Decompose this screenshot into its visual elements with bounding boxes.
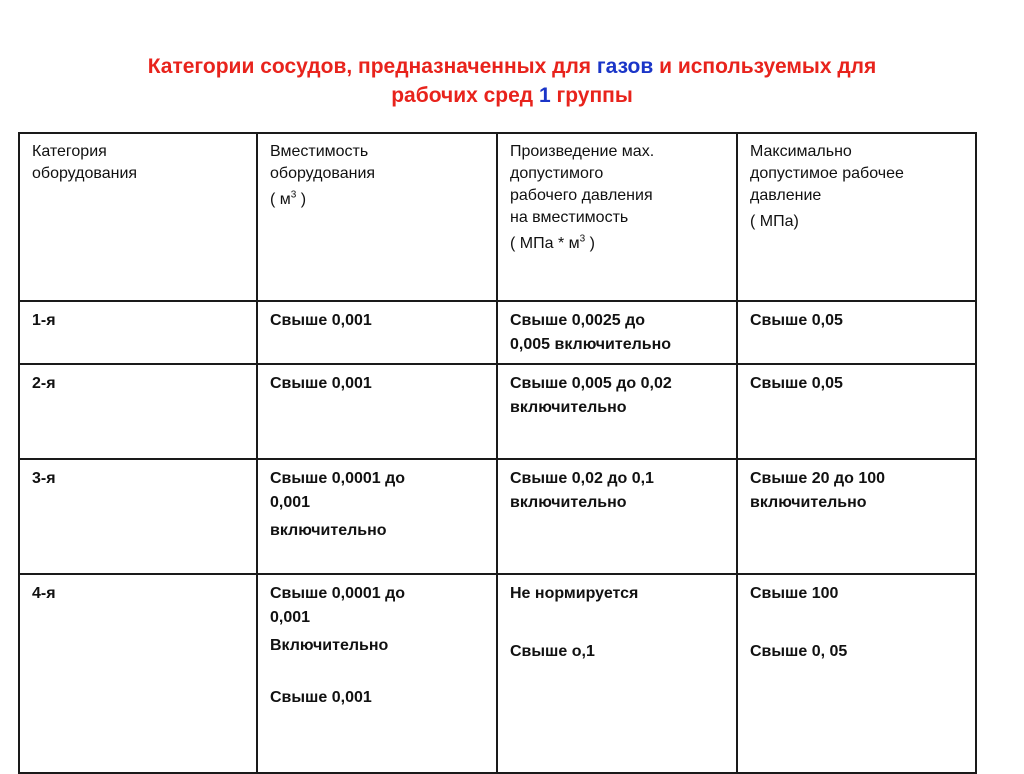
header-pressure-unit: ( МПа) [750, 213, 799, 230]
title-text: Категории сосудов, предназначенных для [147, 55, 597, 78]
table-row [19, 574, 976, 773]
header-text: рабочего давления [510, 187, 653, 204]
cell-text: Включительно [270, 637, 389, 654]
cell-text: 0,001 [270, 609, 311, 626]
unit-superscript: 3 [290, 189, 297, 201]
header-product [497, 133, 737, 301]
cell-text: включительно [270, 522, 387, 539]
cell-text: Свыше 0,0001 до [270, 470, 406, 487]
table-row [19, 301, 976, 364]
header-text: Вместимость [270, 143, 369, 160]
cell-text: Свыше 100 [750, 585, 839, 602]
cell-capacity [257, 364, 497, 459]
cell-text: Свыше 0,02 до 0,1 [510, 470, 654, 487]
cell-text: 4-я [32, 585, 56, 602]
cell-spacer [750, 606, 965, 640]
unit-text: ( МПа * м [510, 235, 580, 252]
title-text: группы [550, 84, 633, 107]
unit-text: ( м [270, 191, 291, 208]
table-row [19, 364, 976, 459]
cell-spacer [270, 658, 486, 686]
cell-capacity [257, 459, 497, 574]
slide-title [0, 52, 1024, 110]
cell-text: 3-я [32, 470, 56, 487]
cell-text: Свыше 0, 05 [750, 643, 848, 660]
header-capacity [257, 133, 497, 301]
cell-text: Свыше 0,001 [270, 689, 372, 706]
header-pressure [737, 133, 976, 301]
header-text: оборудования [270, 165, 376, 182]
cell-text: Свыше 0,001 [270, 312, 372, 329]
cell-text: Свыше 0,0001 до [270, 585, 406, 602]
header-text: давление [750, 187, 822, 204]
cell-pressure [737, 301, 976, 364]
header-text: Произведение мах. [510, 143, 655, 160]
cell-text: включительно [510, 494, 627, 511]
cell-product [497, 364, 737, 459]
title-line-2 [0, 81, 1024, 110]
cell-product [497, 459, 737, 574]
header-text: на вместимость [510, 209, 629, 226]
cell-text: 1-я [32, 312, 56, 329]
cell-text: Свыше 20 до 100 [750, 470, 886, 487]
cell-pressure [737, 459, 976, 574]
cell-product [497, 574, 737, 773]
cell-text: 2-я [32, 375, 56, 392]
header-text: допустимое рабочее [750, 165, 904, 182]
title-text: и используемых для [653, 55, 877, 78]
cell-category [19, 459, 257, 574]
cell-text: Не нормируется [510, 585, 639, 602]
cell-text: Свыше о,1 [510, 643, 595, 660]
unit-text: ) [585, 235, 595, 252]
cell-text: включительно [510, 399, 627, 416]
title-highlight-group-number: 1 [538, 84, 551, 107]
cell-text: 0,001 [270, 494, 311, 511]
table-header-row [19, 133, 976, 301]
unit-text: ) [296, 191, 307, 208]
header-text: оборудования [32, 165, 138, 182]
cell-text: 0,005 включительно [510, 336, 672, 353]
cell-product [497, 301, 737, 364]
cell-capacity [257, 574, 497, 773]
header-category [19, 133, 257, 301]
table-row [19, 459, 976, 574]
cell-text: включительно [750, 494, 867, 511]
vessel-categories-table [18, 132, 977, 774]
header-text: Категория [32, 143, 107, 160]
cell-text: Свыше 0,001 [270, 375, 372, 392]
header-capacity-unit [270, 189, 486, 211]
cell-category [19, 364, 257, 459]
unit-superscript: 3 [579, 233, 586, 245]
header-text: допустимого [510, 165, 604, 182]
cell-category [19, 301, 257, 364]
cell-capacity [257, 301, 497, 364]
cell-text: Свыше 0,05 [750, 312, 843, 329]
header-product-unit [510, 233, 726, 255]
cell-category [19, 574, 257, 773]
cell-pressure [737, 574, 976, 773]
header-text: Максимально [750, 143, 852, 160]
cell-text: Свыше 0,005 до 0,02 [510, 375, 672, 392]
title-line-1 [0, 52, 1024, 81]
title-text: рабочих сред [391, 84, 539, 107]
cell-text: Свыше 0,05 [750, 375, 843, 392]
cell-text: Свыше 0,0025 до [510, 312, 646, 329]
title-highlight-gases: газов [596, 55, 654, 78]
cell-spacer [510, 606, 726, 640]
cell-pressure [737, 364, 976, 459]
